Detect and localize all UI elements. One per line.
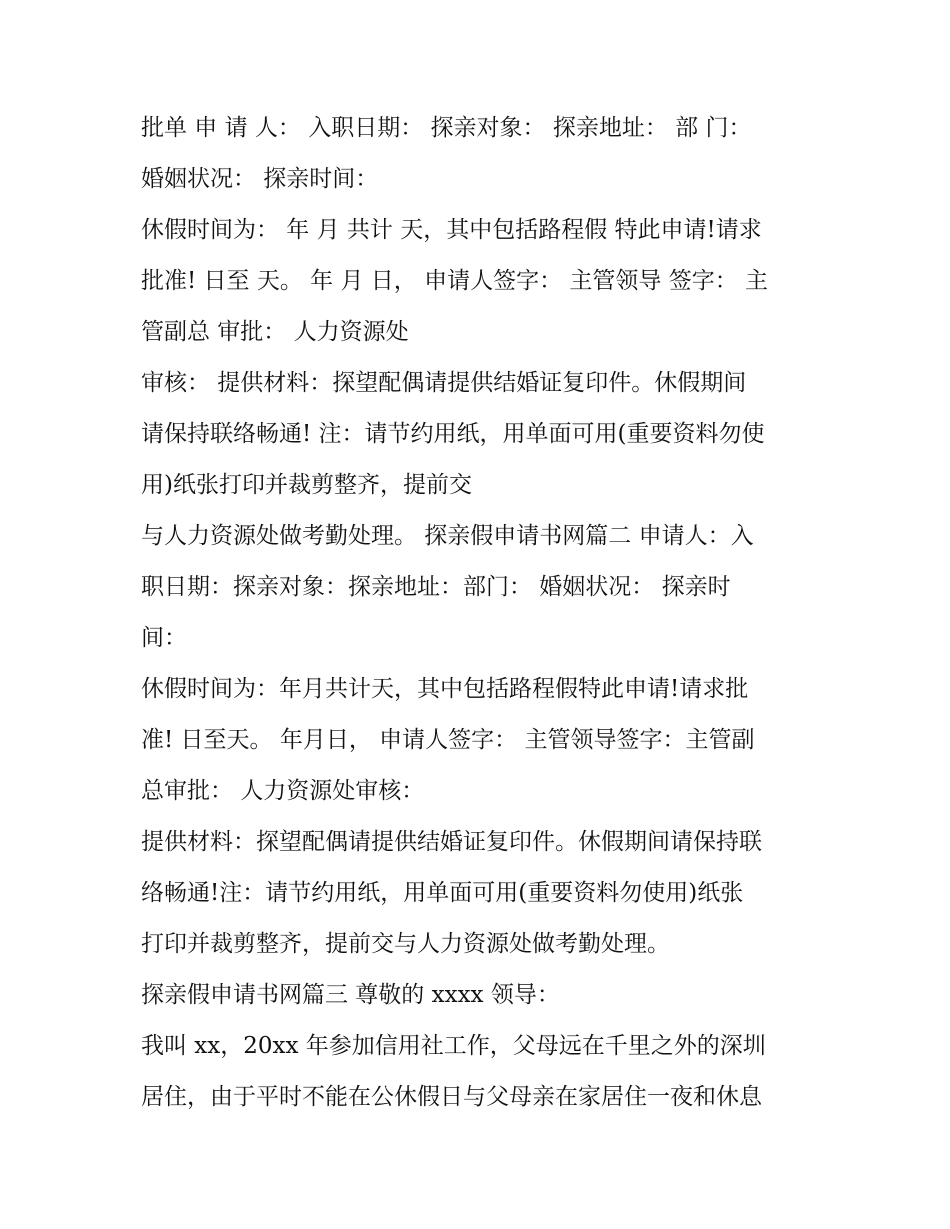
text-line-13: 准! 日至天。 年月日， 申请人签字： 主管领导签字：主管副 xyxy=(141,727,755,753)
text-line-7: 请保持联络畅通! 注：请节约用纸，用单面可用(重要资料勿使 xyxy=(141,421,765,447)
text-line-1: 批单 申 请 人： 入职日期： 探亲对象： 探亲地址： 部 门： xyxy=(141,115,752,141)
text-line-19: 我叫 xx，20xx 年参加信用社工作，父母远在千里之外的深圳 xyxy=(141,1033,766,1059)
text-line-8: 用)纸张打印并裁剪整齐，提前交 xyxy=(141,472,472,498)
text-line-17: 打印并裁剪整齐，提前交与人力资源处做考勤处理。 xyxy=(141,931,670,957)
text-line-10: 职日期：探亲对象：探亲地址：部门： 婚姻状况： 探亲时 xyxy=(141,574,731,600)
text-line-4: 批准! 日至 天。 年 月 日， 申请人签字： 主管领导 签字： 主 xyxy=(141,268,769,294)
document-text xyxy=(141,103,831,1123)
text-line-16: 络畅通!注：请节约用纸，用单面可用(重要资料勿使用)纸张 xyxy=(141,880,744,906)
text-line-5: 管副总 审批： 人力资源处 xyxy=(141,319,409,345)
text-line-11: 间： xyxy=(141,625,187,651)
text-line-9: 与人力资源处做考勤处理。 探亲假申请书网篇二 申请人：入 xyxy=(141,523,754,549)
text-line-6: 审核： 提供材料：探望配偶请提供结婚证复印件。休假期间 xyxy=(141,370,747,396)
text-line-2: 婚姻状况： 探亲时间： xyxy=(141,166,379,192)
text-line-18: 探亲假申请书网篇三 尊敬的 xxxx 领导： xyxy=(141,982,560,1008)
text-line-12: 休假时间为：年月共计天，其中包括路程假特此申请!请求批 xyxy=(141,676,749,702)
text-line-14: 总审批： 人力资源处审核： xyxy=(141,778,425,804)
text-line-20: 居住，由于平时不能在公休假日与父母亲在家居住一夜和休息 xyxy=(141,1084,762,1110)
text-line-15: 提供材料：探望配偶请提供结婚证复印件。休假期间请保持联 xyxy=(141,829,762,855)
text-line-3: 休假时间为： 年 月 共计 天，其中包括路程假 特此申请!请求 xyxy=(141,217,762,243)
